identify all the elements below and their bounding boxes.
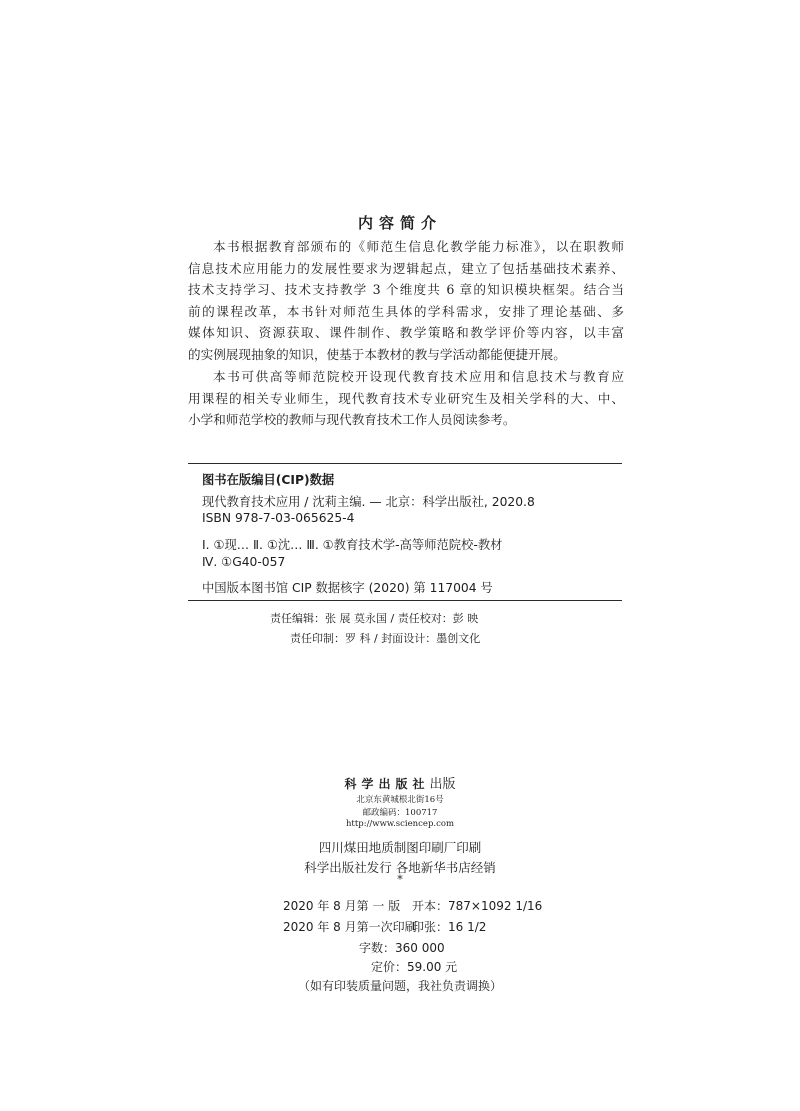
intro-paragraph-line: 信息技术应用能力的发展性要求为逻辑起点，建立了包括基础技术素养、	[188, 260, 624, 276]
publisher-suffix: 出版	[429, 777, 456, 792]
cip-bottom-rule	[188, 600, 622, 601]
cip-record-number: 中国版本图书馆 CIP 数据核字 (2020) 第 117004 号	[202, 581, 493, 595]
separator-asterisk: *	[397, 873, 403, 886]
publisher-website: http://www.sciencep.com	[345, 819, 455, 829]
cip-title-line: 现代教育技术应用 / 沈莉主编. — 北京：科学出版社, 2020.8	[202, 495, 535, 509]
publisher-line	[0, 773, 800, 792]
production-credits: 责任印制：罗 科 / 封面设计：墨创文化	[290, 632, 481, 645]
cip-isbn: ISBN 978-7-03-065625-4	[202, 511, 355, 525]
cip-class-number: Ⅳ. ①G40-057	[202, 555, 286, 569]
publisher-name: 科学出版社	[344, 777, 430, 791]
edition-info: 2020 年 8 月第 一 版	[283, 899, 401, 913]
intro-paragraph-line: 小学和师范学校的教师与现代教育技术工作人员阅读参考。	[188, 412, 516, 428]
printing-info: 2020 年 8 月第一次印刷	[283, 920, 417, 934]
cip-heading: 图书在版编目(CIP)数据	[202, 473, 335, 487]
word-count: 字数：360 000	[359, 941, 445, 955]
intro-paragraph-line: 本书根据教育部颁布的《师范生信息化教学能力标准》，以在职教师	[213, 239, 624, 254]
editor-credits: 责任编辑：张 展 莫永国 / 责任校对：彭 映	[270, 612, 479, 625]
intro-paragraph-1	[188, 236, 624, 366]
quality-notice: （如有印装质量问题，我社负责调换）	[297, 979, 502, 993]
sheets-info: 印张：16 1/2	[412, 920, 487, 934]
intro-title: 内容简介	[357, 214, 442, 232]
publisher-address: 北京东黄城根北街16号	[356, 795, 444, 805]
distributor-line: 科学出版社发行 各地新华书店经销	[304, 860, 496, 875]
cip-classification: Ⅰ. ①现… Ⅱ. ①沈… Ⅲ. ①教育技术学-高等师范院校-教材	[202, 538, 503, 552]
intro-paragraph-line: 技术支持学习、技术支持教学 3 个维度共 6 章的知识模块框架。结合当	[188, 282, 624, 298]
cip-top-rule	[188, 463, 622, 464]
intro-paragraph-line: 媒体知识、资源获取、课件制作、教学策略和教学评价等内容，以丰富	[188, 325, 624, 341]
format-info: 开本：787×1092 1/16	[412, 899, 543, 913]
price: 定价：59.00 元	[371, 960, 458, 974]
publisher-postcode: 邮政编码：100717	[362, 808, 438, 818]
printer-line: 四川煤田地质制图印刷厂印刷	[318, 840, 482, 855]
intro-paragraph-line: 的实例展现抽象的知识，使基于本教材的教与学活动都能便捷开展。	[188, 346, 566, 362]
intro-paragraph-line: 前的课程改革，本书针对师范生具体的学科需求，安排了理论基础、多	[188, 303, 624, 319]
intro-paragraph-line: 本书可供高等师范院校开设现代教育技术应用和信息技术与教育应	[213, 369, 624, 384]
intro-paragraph-2	[188, 366, 624, 431]
intro-paragraph-line: 用课程的相关专业师生，现代教育技术专业研究生及相关学科的大、中、	[188, 390, 624, 406]
